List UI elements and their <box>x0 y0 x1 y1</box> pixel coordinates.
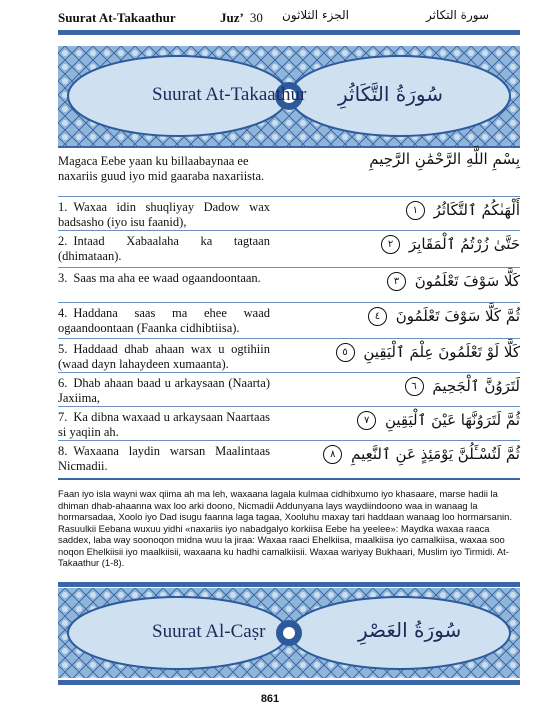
verse-text: Haddana saas ma ehee waad ogaandoontaan (Faanka cidhibtiisa). <box>58 306 270 335</box>
verse-text: Waxaa idin shuqliyay Dadow wax badsasho (iyo isu faanid), <box>58 200 270 229</box>
verse-translation <box>58 410 270 440</box>
verse-translation <box>58 234 270 264</box>
commentary-paragraph: Faan iyo isla wayni wax qiima ah ma leh, waxaana lagala kulmaa cidhibxumo iyo khasaare, marse hadii la dhiman dhab-ahaanna wax loo arki doono, Nicmadii Addunyana lays waydiindoono waa in wanaag la hormarsadaa, Xoolo iyo Dad isugu faanna laga tagaa, Xooluhu maxay tari haddaan wanaag loo hormarsanin. <box>58 488 512 522</box>
banner-title-latin: Suurat At-Takaathur <box>152 84 307 105</box>
verse-divider <box>58 338 520 339</box>
verse-end-marker: ١ <box>406 201 425 220</box>
page-number: 861 <box>260 693 280 705</box>
verse-arabic <box>310 411 520 430</box>
verse-translation <box>58 444 270 474</box>
verse-end-marker: ٤ <box>368 307 387 326</box>
verse-text: Intaad Xabaalaha ka tagtaan (dhimataan). <box>58 234 270 263</box>
banner-bottom-rule <box>58 146 520 148</box>
verse-divider <box>58 302 520 303</box>
running-header <box>0 8 540 28</box>
verse-text: Waxaana laydin warsan Maalintaas Nicmadii. <box>58 444 270 473</box>
verse-number: 6. <box>58 376 68 390</box>
verse-text: Ka dibna waxaad u arkaysaan Naartaas si yaqiin ah. <box>58 410 270 439</box>
verse-number: 1. <box>58 200 68 214</box>
banner2-bottom-rule <box>58 680 520 685</box>
verse-number: 7. <box>58 410 68 424</box>
verse-end-marker: ٢ <box>381 235 400 254</box>
banner-title-arabic: سُورَةُ التَّكَاثُرِ <box>338 82 444 106</box>
verse-divider <box>58 406 520 407</box>
commentary <box>58 488 520 569</box>
verse-end-marker: ٣ <box>387 272 406 291</box>
banner-title-latin: Suurat Al-Caṣr <box>152 621 266 642</box>
header-surah-name: Suurat At-Takaathur <box>58 10 176 25</box>
banner-title-arabic: سُورَةُ العَصْرِ <box>358 618 462 642</box>
verse-divider <box>58 372 520 373</box>
basmala: بِسْمِ اللَّهِ الرَّحْمَٰنِ الرَّحِيمِ <box>369 150 520 168</box>
header-surah-arabic: سورة التكاثر <box>426 8 490 22</box>
verse-number: 8. <box>58 444 68 458</box>
verse-arabic <box>310 235 520 254</box>
verse-divider <box>58 230 520 231</box>
verse-arabic-text: كَلَّا سَوْفَ تَعْلَمُونَ <box>414 272 520 290</box>
verse-end-marker: ٦ <box>405 377 424 396</box>
verse-translation <box>58 376 270 406</box>
verse-arabic-text: حَتَّىٰ زُرْتُمُ ٱلْمَقَابِرَ <box>408 235 520 253</box>
verse-arabic <box>310 307 520 326</box>
verse-end-marker: ٨ <box>323 445 342 464</box>
verse-translation <box>58 200 270 230</box>
header-juz-arabic: الجزء الثلاثون <box>282 8 349 22</box>
intro-text: Magaca Eebe yaan ku billaabaynaa ee naxariis guud iyo mid gaaraba naxariista. <box>58 154 265 183</box>
verse-arabic-text: ثُمَّ كَلَّا سَوْفَ تَعْلَمُونَ <box>395 307 520 325</box>
verse-translation <box>58 271 270 286</box>
verse-arabic-text: لَتَرَوُنَّ ٱلْجَحِيمَ <box>432 377 520 395</box>
verse-translation <box>58 306 270 336</box>
header-juz-label: Juz’ <box>220 10 244 25</box>
verses-bottom-rule <box>58 478 520 480</box>
header-juz-number: 30 <box>249 10 263 25</box>
verse-arabic-text: كَلَّا لَوْ تَعْلَمُونَ عِلْمَ ٱلْيَقِينِ <box>363 343 520 361</box>
verse-number: 3. <box>58 271 68 285</box>
verse-arabic-text: أَلْهَىٰكُمُ ٱلتَّكَاثُرُ <box>433 201 520 219</box>
verse-translation <box>58 342 270 372</box>
verse-number: 2. <box>58 234 68 248</box>
verse-number: 5. <box>58 342 68 356</box>
header-juz <box>220 10 263 26</box>
verse-end-marker: ٥ <box>336 343 355 362</box>
verse-end-marker: ٧ <box>357 411 376 430</box>
verse-divider <box>58 267 520 268</box>
verse-text: Haddaad dhab ahaan wax u ogtihiin (waad dayn lahaydeen xumaanta). <box>58 342 270 371</box>
header-rule <box>58 30 520 35</box>
surah-banner-top <box>58 46 520 146</box>
banner2-top-rule <box>58 582 520 587</box>
verse-arabic <box>310 445 520 464</box>
verse-arabic-text: ثُمَّ لَتَرَوُنَّهَا عَيْنَ ٱلْيَقِينِ <box>384 411 520 429</box>
commentary-paragraph: Rasuulkii Eebana wuxuu yidhi «naxariis iyo nabadgalyo korkiisa Eebe ha yeelee»: Maydka waxaa raaca saddex, laba way soonoqon midna wuu la jiraa: Waxaa raaci Ehelkiisa, maalkiisa iyo camalkiisa, waxaa soo noqon Ehelkiisii iyo maalkiisii, waxaana ku hadhi camalkiisii. Waxaa wariyay Bukhaari, Muslim iyo Tirmidi. At-Takaathur (1-8). <box>58 522 509 568</box>
verse-text: Dhab ahaan baad u arkaysaan (Naarta) Jaxiima, <box>58 376 270 405</box>
verse-divider <box>58 196 520 197</box>
verse-arabic <box>310 343 520 362</box>
verse-number: 4. <box>58 306 68 320</box>
verse-text: Saas ma aha ee waad ogaandoontaan. <box>73 271 261 285</box>
verse-divider <box>58 440 520 441</box>
verse-arabic <box>310 377 520 396</box>
surah-banner-bottom <box>58 588 520 678</box>
verse-arabic <box>310 201 520 220</box>
verse-arabic-text: ثُمَّ لَتُسْـَٔلُنَّ يَوْمَئِذٍ عَنِ ٱلنَّعِيمِ <box>351 445 520 463</box>
verse-arabic <box>310 272 520 291</box>
